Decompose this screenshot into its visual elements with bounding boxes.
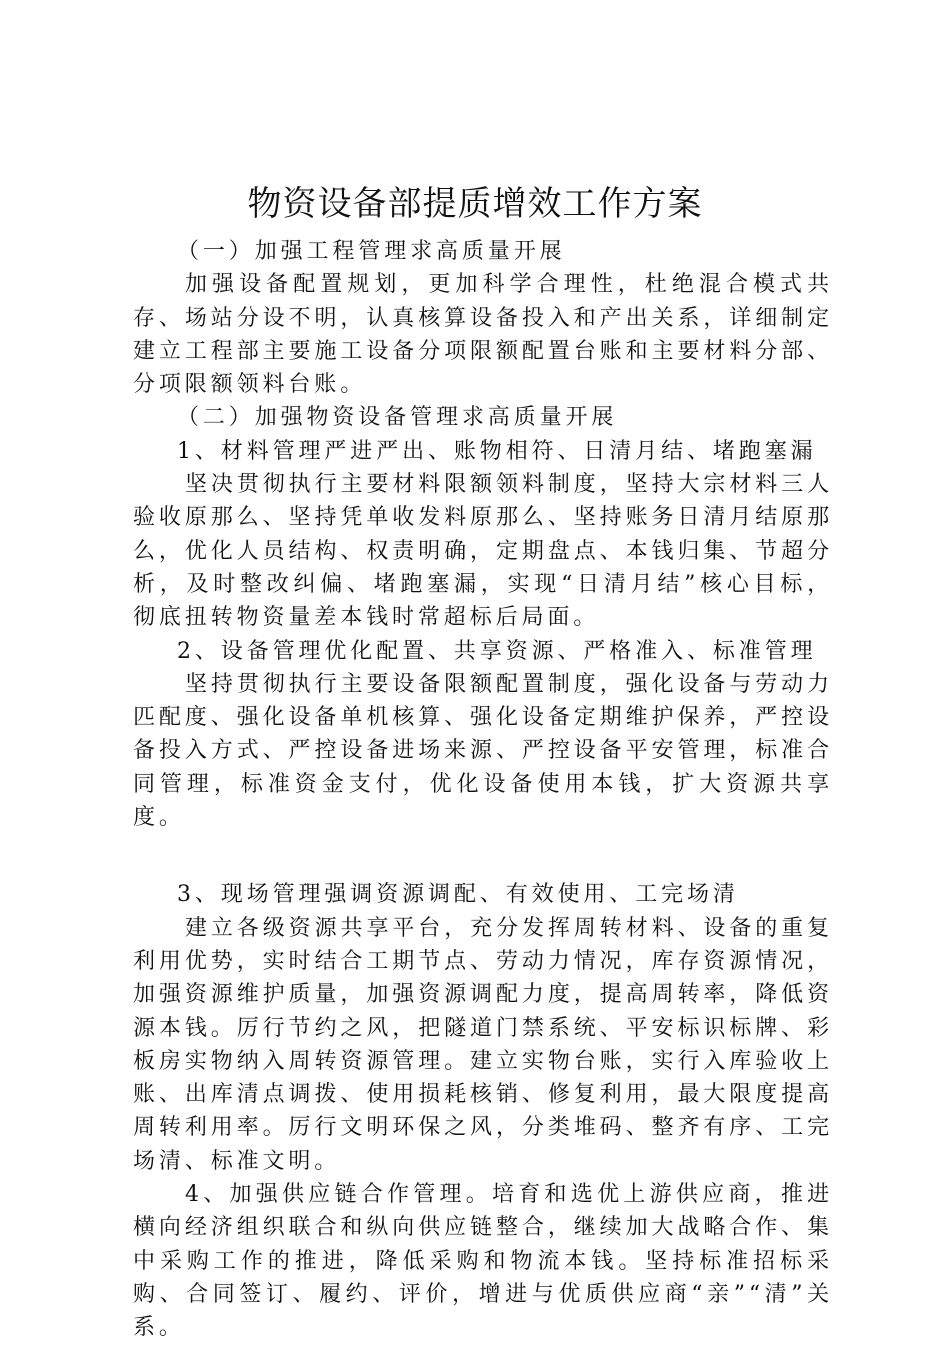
paragraph-5: 4、加强供应链合作管理。培育和选优上游供应商，推进横向经济组织联合和纵向供应链整合，继续加大战略合作、集中采购工作的推进，降低采购和物流本钱。坚持标准招标采购、合同签订、履约、评价，增进与优质供应商“亲”“清”关系。: [133, 1182, 833, 1341]
document-body: [133, 235, 833, 1345]
paragraph-3: 坚持贯彻执行主要设备限额配置制度，强化设备与劳动力匹配度、强化设备单机核算、强化设备定期维护保养，严控设备投入方式、严控设备进场来源、严控设备平安管理，标准合同管理，标准资金支付，优化设备使用本钱，扩大资源共享度。: [133, 671, 833, 831]
blank-line: [133, 834, 833, 878]
section-heading-1: （一）加强工程管理求高质量开展: [177, 239, 566, 264]
subheading-3: 3、现场管理强调资源调配、有效使用、工完场清: [177, 882, 739, 908]
paragraph-4: 建立各级资源共享平台，充分发挥周转材料、设备的重复利用优势，实时结合工期节点、劳动力情况，库存资源情况，加强资源维护质量，加强资源调配力度，提高周转率，降低资源本钱。厉行节约之风，把隧道门禁系统、平安标识标牌、彩板房实物纳入周转资源管理。建立实物台账，实行入库验收上账、出库清点调拨、使用损耗核销、修复利用，最大限度提高周转利用率。厉行文明环保之风，分类堆码、整齐有序、工完场清、标准文明。: [133, 915, 833, 1174]
paragraph-1: 加强设备配置规划，更加科学合理性，杜绝混合模式共存、场站分设不明，认真核算设备投入和产出关系，详细制定建立工程部主要施工设备分项限额配置台账和主要材料分部、分项限额领料台账。: [133, 272, 833, 398]
document-title: 物资设备部提质增效工作方案: [247, 184, 703, 224]
section-heading-2: （二）加强物资设备管理求高质量开展: [177, 405, 618, 431]
subheading-1: 1、材料管理严进严出、账物相符、日清月结、堵跑塞漏: [177, 438, 817, 464]
paragraph-2: 坚决贯彻执行主要材料限额领料制度，坚持大宗材料三人验收原那么、坚持凭单收发料原那么、坚持账务日清月结原那么，优化人员结构、权责明确，定期盘点、本钱归集、节超分析，及时整改纠偏、堵跑塞漏，实现“日清月结”核心目标，彻底扭转物资量差本钱时常超标后局面。: [133, 472, 833, 631]
subheading-2: 2、设备管理优化配置、共享资源、严格准入、标准管理: [177, 638, 817, 664]
